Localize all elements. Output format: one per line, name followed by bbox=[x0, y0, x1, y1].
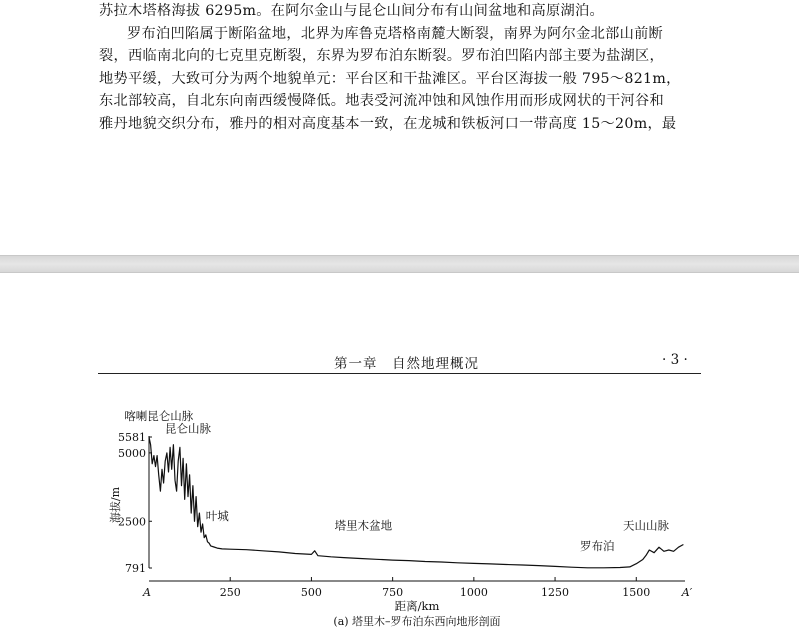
text-line-4: 地势平缓，大致可分为两个地貌单元：平台区和干盐滩区。平台区海拔一般 795～821m， bbox=[99, 71, 681, 87]
x-end-label: A′ bbox=[681, 586, 693, 599]
figure-caption: (a) 塔里木–罗布泊东西向地形剖面 bbox=[333, 615, 501, 628]
annotation-label: 喀喇昆仑山脉 bbox=[124, 409, 194, 424]
text-line-5: 东北部较高，自北东向南西缓慢降低。地表受河流冲蚀和风蚀作用而形成网状的干河谷和 bbox=[99, 93, 665, 109]
x-tick-label: 500 bbox=[300, 586, 322, 599]
annotation-label: 昆仑山脉 bbox=[164, 421, 211, 436]
x-tick-label: 1500 bbox=[622, 586, 651, 599]
x-tick-label: 1000 bbox=[459, 586, 488, 599]
x-start-label: A bbox=[143, 586, 151, 599]
annotation-label: 罗布泊 bbox=[580, 538, 615, 553]
annotation-label: 塔里木盆地 bbox=[334, 518, 393, 533]
x-axis-title: 距离/km bbox=[394, 599, 440, 613]
running-header-title: 第一章 自然地理概况 bbox=[334, 356, 479, 372]
x-tick-label: 750 bbox=[382, 586, 404, 599]
annotation-label: 叶城 bbox=[205, 508, 229, 523]
text-line-1: 苏拉木塔格海拔 6295m。在阿尔金山与昆仑山间分布有山间盆地和高原湖泊。 bbox=[99, 3, 604, 19]
text-line-3: 裂，西临南北向的七克里克断裂，东界为罗布泊东断裂。罗布泊凹陷内部主要为盐湖区， bbox=[99, 48, 665, 64]
annotation-label: 天山山脉 bbox=[623, 518, 670, 533]
text-line-6: 雅丹地貌交织分布，雅丹的相对高度基本一致，在龙城和铁板河口一带高度 15～20m，最 bbox=[99, 116, 677, 132]
y-tick-label: 5000 bbox=[118, 446, 146, 460]
y-tick-label: 5581 bbox=[118, 431, 146, 444]
page-number: · 3 · bbox=[662, 352, 688, 368]
y-tick-label: 791 bbox=[125, 562, 146, 575]
text-line-2: 罗布泊凹陷属于断陷盆地，北界为库鲁克塔格南麓大断裂，南界为阿尔金北部山前断 bbox=[127, 26, 664, 42]
y-tick-label: 2500 bbox=[118, 515, 146, 529]
x-tick-label: 1250 bbox=[541, 586, 570, 599]
y-axis-title: 海拔/m bbox=[109, 486, 122, 524]
x-tick-label: 250 bbox=[219, 586, 241, 599]
